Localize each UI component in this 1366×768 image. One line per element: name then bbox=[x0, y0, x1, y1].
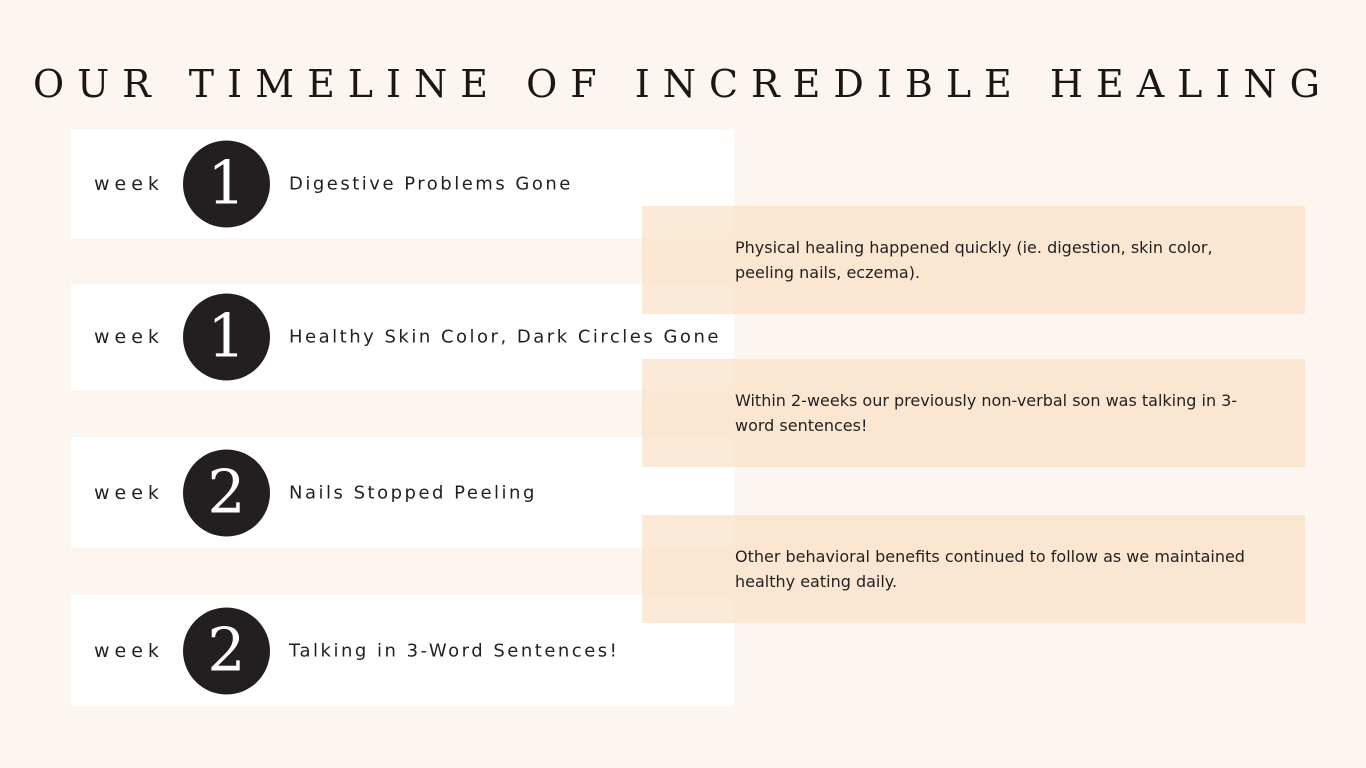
milestone-text: Digestive Problems Gone bbox=[289, 173, 573, 195]
page-title: OUR TIMELINE OF INCREDIBLE HEALING bbox=[32, 62, 1334, 106]
timeline-row-3 bbox=[71, 437, 734, 548]
week-number-badge: 1 bbox=[183, 294, 270, 381]
week-label: week bbox=[94, 173, 164, 195]
week-number-badge: 2 bbox=[183, 607, 270, 694]
week-label: week bbox=[94, 639, 164, 662]
timeline-row-1 bbox=[71, 130, 734, 238]
note-text: Within 2-weeks our previously non-verbal son was talking in 3-word sentences! bbox=[735, 391, 1238, 435]
note-card-2 bbox=[642, 359, 1305, 467]
week-number-badge: 2 bbox=[183, 449, 270, 536]
milestone-text: Nails Stopped Peeling bbox=[289, 482, 537, 503]
timeline-row-4 bbox=[71, 595, 734, 706]
note-text: Other behavioral benefits continued to follow as we maintained healthy eating daily. bbox=[735, 547, 1245, 591]
timeline-row-2 bbox=[71, 284, 734, 390]
week-label: week bbox=[94, 326, 164, 348]
milestone-text: Healthy Skin Color, Dark Circles Gone bbox=[289, 326, 721, 348]
note-card-3 bbox=[642, 515, 1305, 623]
week-number-badge: 1 bbox=[183, 141, 270, 228]
week-label: week bbox=[94, 481, 164, 504]
note-text: Physical healing happened quickly (ie. digestion, skin color, peeling nails, eczema). bbox=[735, 238, 1213, 282]
milestone-text: Talking in 3-Word Sentences! bbox=[289, 640, 620, 661]
note-card-1 bbox=[642, 206, 1305, 314]
